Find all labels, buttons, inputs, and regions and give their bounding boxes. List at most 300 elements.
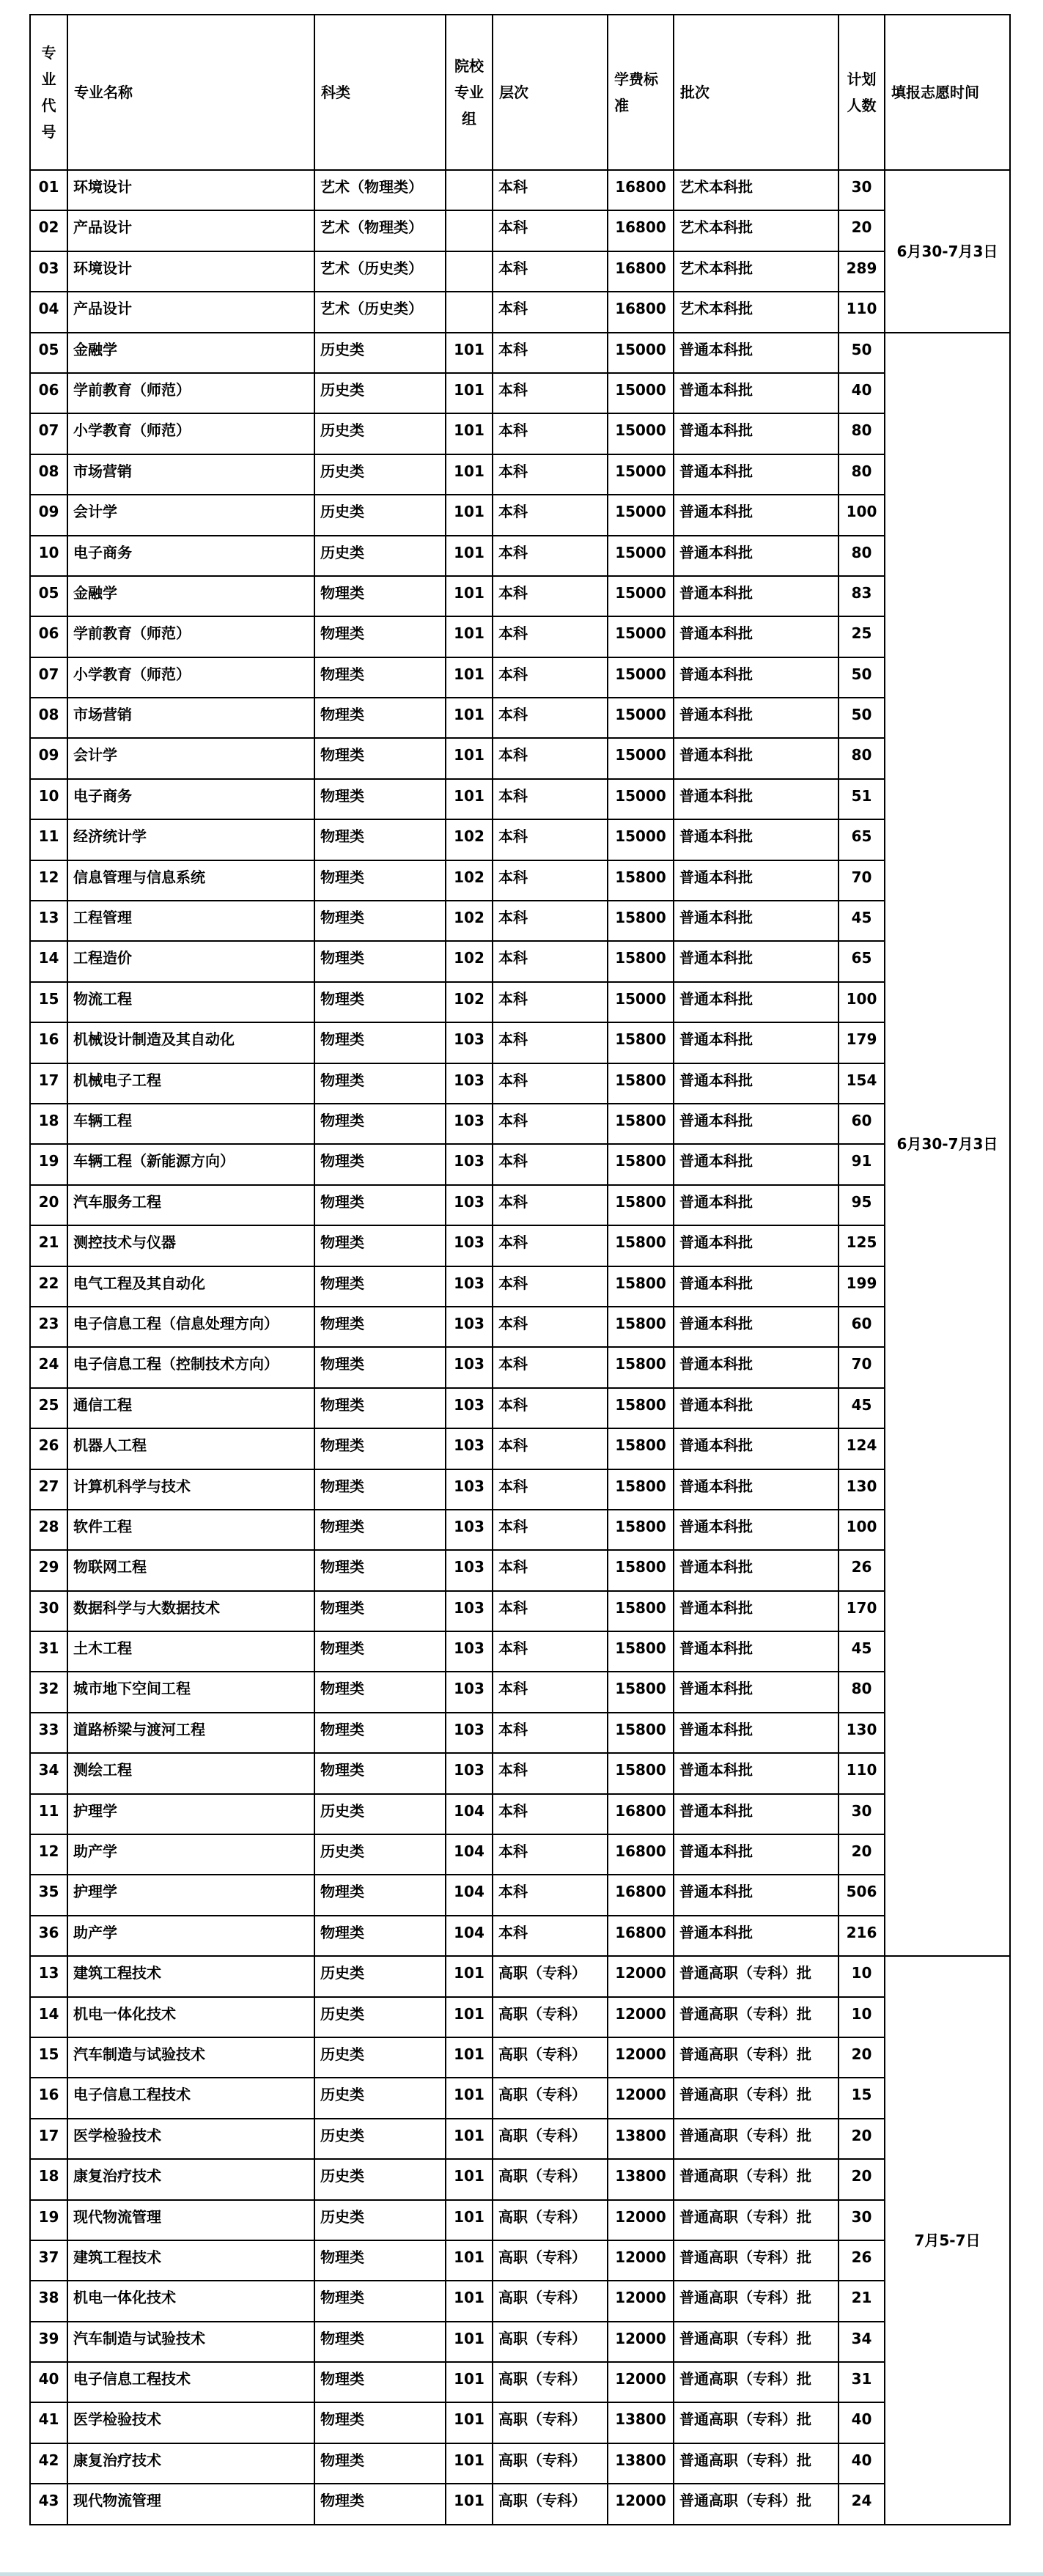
cell-tuition: 12000 xyxy=(608,2240,674,2281)
cell-level: 本科 xyxy=(493,170,608,210)
cell-major-name: 助产学 xyxy=(67,1834,314,1875)
cell-major-name: 会计学 xyxy=(67,738,314,778)
cell-quota: 80 xyxy=(839,536,885,576)
cell-quota: 45 xyxy=(839,901,885,941)
cell-major-name: 机械电子工程 xyxy=(67,1063,314,1104)
cell-category: 艺术（历史类） xyxy=(314,251,446,292)
cell-category: 物理类 xyxy=(314,1063,446,1104)
cell-quota: 80 xyxy=(839,738,885,778)
cell-batch: 普通本科批 xyxy=(674,738,839,778)
cell-quota: 130 xyxy=(839,1713,885,1753)
cell-category: 历史类 xyxy=(314,2200,446,2240)
cell-batch: 普通本科批 xyxy=(674,616,839,657)
table-row xyxy=(30,616,1010,657)
cell-level: 本科 xyxy=(493,1591,608,1631)
table-row xyxy=(30,576,1010,616)
cell-major-name: 车辆工程 xyxy=(67,1104,314,1144)
cell-level: 高职（专科） xyxy=(493,2402,608,2443)
cell-quota: 40 xyxy=(839,2443,885,2484)
cell-school-group: 101 xyxy=(446,2322,493,2362)
cell-school-group: 101 xyxy=(446,333,493,373)
cell-major-name: 机器人工程 xyxy=(67,1428,314,1469)
table-row xyxy=(30,251,1010,292)
cell-major-code: 26 xyxy=(30,1428,67,1469)
cell-category: 物理类 xyxy=(314,1510,446,1550)
cell-category: 物理类 xyxy=(314,819,446,860)
cell-category: 物理类 xyxy=(314,2322,446,2362)
cell-quota: 20 xyxy=(839,1834,885,1875)
cell-school-group: 101 xyxy=(446,2200,493,2240)
cell-level: 本科 xyxy=(493,1713,608,1753)
cell-batch: 普通高职（专科）批 xyxy=(674,2037,839,2078)
table-row xyxy=(30,1063,1010,1104)
cell-level: 本科 xyxy=(493,1266,608,1307)
cell-major-name: 小学教育（师范） xyxy=(67,657,314,698)
table-row xyxy=(30,1550,1010,1590)
cell-category: 历史类 xyxy=(314,373,446,413)
cell-tuition: 15800 xyxy=(608,1225,674,1266)
cell-batch: 普通高职（专科）批 xyxy=(674,1997,839,2037)
cell-major-code: 34 xyxy=(30,1753,67,1793)
cell-batch: 艺术本科批 xyxy=(674,292,839,332)
table-row xyxy=(30,860,1010,901)
cell-quota: 25 xyxy=(839,616,885,657)
cell-tuition: 15800 xyxy=(608,1591,674,1631)
cell-major-code: 13 xyxy=(30,901,67,941)
cell-tuition: 15800 xyxy=(608,1307,674,1347)
cell-school-group: 104 xyxy=(446,1794,493,1834)
cell-quota: 80 xyxy=(839,454,885,495)
cell-quota: 130 xyxy=(839,1469,885,1510)
cell-major-code: 35 xyxy=(30,1875,67,1915)
header-category: 科类 xyxy=(314,15,446,170)
cell-major-name: 测控技术与仪器 xyxy=(67,1225,314,1266)
cell-category: 物理类 xyxy=(314,2484,446,2524)
cell-level: 高职（专科） xyxy=(493,2240,608,2281)
cell-school-group: 103 xyxy=(446,1591,493,1631)
cell-major-name: 电子信息工程（信息处理方向） xyxy=(67,1307,314,1347)
cell-quota: 45 xyxy=(839,1631,885,1672)
cell-school-group: 101 xyxy=(446,413,493,454)
table-row xyxy=(30,1753,1010,1793)
cell-school-group: 103 xyxy=(446,1713,493,1753)
cell-level: 高职（专科） xyxy=(493,2159,608,2199)
cell-quota: 30 xyxy=(839,1794,885,1834)
table-row xyxy=(30,657,1010,698)
cell-quota: 31 xyxy=(839,2362,885,2402)
cell-level: 本科 xyxy=(493,1347,608,1387)
cell-major-code: 24 xyxy=(30,1347,67,1387)
cell-batch: 普通本科批 xyxy=(674,1185,839,1225)
table-row xyxy=(30,2484,1010,2524)
cell-batch: 普通本科批 xyxy=(674,536,839,576)
table-row xyxy=(30,1388,1010,1428)
cell-quota: 15 xyxy=(839,2078,885,2118)
cell-quota: 26 xyxy=(839,2240,885,2281)
cell-major-name: 物联网工程 xyxy=(67,1550,314,1590)
cell-quota: 20 xyxy=(839,2037,885,2078)
cell-category: 物理类 xyxy=(314,779,446,819)
table-row xyxy=(30,819,1010,860)
cell-major-code: 41 xyxy=(30,2402,67,2443)
cell-level: 本科 xyxy=(493,333,608,373)
cell-school-group: 103 xyxy=(446,1022,493,1063)
cell-school-group: 101 xyxy=(446,738,493,778)
table-row xyxy=(30,2322,1010,2362)
table-row xyxy=(30,1104,1010,1144)
cell-batch: 普通本科批 xyxy=(674,1225,839,1266)
cell-tuition: 15800 xyxy=(608,1185,674,1225)
cell-school-group: 102 xyxy=(446,901,493,941)
cell-quota: 30 xyxy=(839,2200,885,2240)
cell-school-group: 102 xyxy=(446,860,493,901)
cell-level: 本科 xyxy=(493,1753,608,1793)
cell-batch: 普通高职（专科）批 xyxy=(674,2484,839,2524)
cell-category: 历史类 xyxy=(314,333,446,373)
table-row xyxy=(30,1997,1010,2037)
cell-major-name: 道路桥梁与渡河工程 xyxy=(67,1713,314,1753)
table-row xyxy=(30,1713,1010,1753)
cell-school-group: 101 xyxy=(446,2402,493,2443)
cell-category: 物理类 xyxy=(314,1469,446,1510)
cell-category: 历史类 xyxy=(314,2159,446,2199)
cell-school-group: 103 xyxy=(446,1631,493,1672)
cell-major-name: 市场营销 xyxy=(67,454,314,495)
header-school-group: 院校专业组 xyxy=(446,15,493,170)
cell-major-code: 20 xyxy=(30,1185,67,1225)
cell-quota: 154 xyxy=(839,1063,885,1104)
cell-quota: 110 xyxy=(839,1753,885,1793)
cell-quota: 80 xyxy=(839,413,885,454)
cell-major-name: 电子商务 xyxy=(67,536,314,576)
cell-major-code: 39 xyxy=(30,2322,67,2362)
cell-major-name: 现代物流管理 xyxy=(67,2200,314,2240)
cell-tuition: 15000 xyxy=(608,576,674,616)
cell-school-group: 101 xyxy=(446,2119,493,2159)
cell-tuition: 15000 xyxy=(608,333,674,373)
cell-batch: 普通本科批 xyxy=(674,1672,839,1712)
cell-major-code: 05 xyxy=(30,576,67,616)
cell-school-group: 101 xyxy=(446,373,493,413)
table-row xyxy=(30,901,1010,941)
cell-major-name: 电气工程及其自动化 xyxy=(67,1266,314,1307)
cell-major-code: 19 xyxy=(30,2200,67,2240)
cell-school-group: 103 xyxy=(446,1510,493,1550)
cell-level: 本科 xyxy=(493,941,608,981)
cell-category: 物理类 xyxy=(314,901,446,941)
cell-school-group: 101 xyxy=(446,1956,493,1996)
cell-major-code: 02 xyxy=(30,210,67,251)
cell-school-group: 101 xyxy=(446,779,493,819)
header-application-time: 填报志愿时间 xyxy=(885,15,1010,170)
cell-school-group: 103 xyxy=(446,1185,493,1225)
cell-batch: 普通本科批 xyxy=(674,1266,839,1307)
cell-tuition: 15800 xyxy=(608,1104,674,1144)
cell-quota: 60 xyxy=(839,1307,885,1347)
cell-level: 本科 xyxy=(493,1185,608,1225)
table-row xyxy=(30,1591,1010,1631)
cell-school-group: 101 xyxy=(446,2443,493,2484)
cell-tuition: 15000 xyxy=(608,495,674,535)
table-row xyxy=(30,1510,1010,1550)
table-row xyxy=(30,333,1010,373)
cell-major-name: 建筑工程技术 xyxy=(67,2240,314,2281)
table-row xyxy=(30,1916,1010,1956)
cell-level: 高职（专科） xyxy=(493,2200,608,2240)
table-row xyxy=(30,2240,1010,2281)
cell-major-name: 计算机科学与技术 xyxy=(67,1469,314,1510)
cell-level: 本科 xyxy=(493,1307,608,1347)
cell-major-name: 信息管理与信息系统 xyxy=(67,860,314,901)
cell-tuition: 12000 xyxy=(608,2484,674,2524)
table-row xyxy=(30,941,1010,981)
cell-category: 物理类 xyxy=(314,941,446,981)
cell-batch: 普通本科批 xyxy=(674,1510,839,1550)
cell-category: 历史类 xyxy=(314,1997,446,2037)
cell-category: 物理类 xyxy=(314,1672,446,1712)
cell-tuition: 15000 xyxy=(608,657,674,698)
cell-school-group xyxy=(446,292,493,332)
cell-tuition: 15800 xyxy=(608,1631,674,1672)
cell-major-code: 14 xyxy=(30,1997,67,2037)
cell-quota: 65 xyxy=(839,941,885,981)
cell-major-name: 医学检验技术 xyxy=(67,2402,314,2443)
cell-batch: 普通本科批 xyxy=(674,819,839,860)
cell-major-name: 产品设计 xyxy=(67,210,314,251)
cell-level: 本科 xyxy=(493,1063,608,1104)
cell-major-name: 城市地下空间工程 xyxy=(67,1672,314,1712)
cell-school-group: 101 xyxy=(446,2240,493,2281)
table-row xyxy=(30,2200,1010,2240)
cell-category: 历史类 xyxy=(314,2078,446,2118)
cell-level: 高职（专科） xyxy=(493,2281,608,2321)
cell-school-group: 101 xyxy=(446,536,493,576)
cell-batch: 普通本科批 xyxy=(674,1631,839,1672)
cell-batch: 普通本科批 xyxy=(674,333,839,373)
cell-category: 历史类 xyxy=(314,2037,446,2078)
cell-quota: 65 xyxy=(839,819,885,860)
cell-batch: 普通本科批 xyxy=(674,1388,839,1428)
cell-quota: 91 xyxy=(839,1144,885,1184)
cell-major-code: 08 xyxy=(30,454,67,495)
cell-batch: 普通本科批 xyxy=(674,1104,839,1144)
cell-school-group: 103 xyxy=(446,1266,493,1307)
cell-school-group: 101 xyxy=(446,2281,493,2321)
cell-batch: 普通本科批 xyxy=(674,1063,839,1104)
cell-major-name: 通信工程 xyxy=(67,1388,314,1428)
cell-quota: 170 xyxy=(839,1591,885,1631)
table-row xyxy=(30,210,1010,251)
cell-level: 本科 xyxy=(493,738,608,778)
cell-category: 物理类 xyxy=(314,1388,446,1428)
cell-tuition: 13800 xyxy=(608,2443,674,2484)
cell-major-code: 05 xyxy=(30,333,67,373)
cell-major-code: 08 xyxy=(30,698,67,738)
cell-batch: 普通本科批 xyxy=(674,1469,839,1510)
cell-major-name: 产品设计 xyxy=(67,292,314,332)
cell-batch: 普通高职（专科）批 xyxy=(674,2443,839,2484)
cell-major-code: 29 xyxy=(30,1550,67,1590)
cell-level: 本科 xyxy=(493,901,608,941)
cell-major-name: 工程造价 xyxy=(67,941,314,981)
cell-category: 物理类 xyxy=(314,2443,446,2484)
cell-category: 物理类 xyxy=(314,982,446,1022)
cell-school-group: 101 xyxy=(446,2078,493,2118)
cell-category: 历史类 xyxy=(314,413,446,454)
cell-school-group xyxy=(446,251,493,292)
cell-major-name: 机电一体化技术 xyxy=(67,1997,314,2037)
table-row xyxy=(30,1347,1010,1387)
cell-quota: 50 xyxy=(839,333,885,373)
cell-quota: 10 xyxy=(839,1997,885,2037)
header-major-code: 专业代号 xyxy=(30,15,67,170)
cell-major-code: 17 xyxy=(30,2119,67,2159)
table-row xyxy=(30,698,1010,738)
cell-major-name: 康复治疗技术 xyxy=(67,2443,314,2484)
cell-level: 本科 xyxy=(493,373,608,413)
cell-level: 高职（专科） xyxy=(493,2362,608,2402)
cell-level: 高职（专科） xyxy=(493,1997,608,2037)
cell-batch: 普通本科批 xyxy=(674,1144,839,1184)
cell-category: 物理类 xyxy=(314,1347,446,1387)
cell-tuition: 15800 xyxy=(608,1469,674,1510)
cell-major-name: 金融学 xyxy=(67,576,314,616)
cell-category: 历史类 xyxy=(314,1834,446,1875)
cell-tuition: 16800 xyxy=(608,251,674,292)
cell-school-group: 103 xyxy=(446,1104,493,1144)
cell-tuition: 12000 xyxy=(608,2281,674,2321)
cell-major-name: 环境设计 xyxy=(67,170,314,210)
cell-major-code: 25 xyxy=(30,1388,67,1428)
cell-category: 历史类 xyxy=(314,495,446,535)
cell-school-group: 101 xyxy=(446,454,493,495)
cell-tuition: 15800 xyxy=(608,1713,674,1753)
cell-school-group: 101 xyxy=(446,2037,493,2078)
cell-major-code: 01 xyxy=(30,170,67,210)
cell-batch: 普通本科批 xyxy=(674,1347,839,1387)
cell-batch: 普通本科批 xyxy=(674,454,839,495)
cell-quota: 199 xyxy=(839,1266,885,1307)
cell-batch: 普通本科批 xyxy=(674,1753,839,1793)
cell-tuition: 15800 xyxy=(608,1388,674,1428)
cell-major-name: 机电一体化技术 xyxy=(67,2281,314,2321)
cell-tuition: 15000 xyxy=(608,698,674,738)
enrollment-plan-table xyxy=(29,14,1011,2525)
cell-quota: 95 xyxy=(839,1185,885,1225)
cell-batch: 普通本科批 xyxy=(674,779,839,819)
cell-level: 本科 xyxy=(493,779,608,819)
cell-batch: 普通本科批 xyxy=(674,373,839,413)
cell-quota: 50 xyxy=(839,698,885,738)
cell-tuition: 15000 xyxy=(608,413,674,454)
cell-category: 历史类 xyxy=(314,1956,446,1996)
table-row xyxy=(30,1225,1010,1266)
cell-level: 高职（专科） xyxy=(493,2443,608,2484)
cell-batch: 普通高职（专科）批 xyxy=(674,2281,839,2321)
cell-category: 物理类 xyxy=(314,2362,446,2402)
cell-major-code: 11 xyxy=(30,819,67,860)
cell-major-name: 经济统计学 xyxy=(67,819,314,860)
table-row xyxy=(30,2362,1010,2402)
cell-level: 本科 xyxy=(493,1104,608,1144)
table-row xyxy=(30,1956,1010,1996)
cell-major-name: 金融学 xyxy=(67,333,314,373)
cell-category: 物理类 xyxy=(314,1591,446,1631)
cell-major-code: 37 xyxy=(30,2240,67,2281)
cell-batch: 艺术本科批 xyxy=(674,251,839,292)
cell-school-group: 102 xyxy=(446,819,493,860)
cell-category: 物理类 xyxy=(314,1550,446,1590)
cell-category: 艺术（物理类） xyxy=(314,210,446,251)
cell-quota: 51 xyxy=(839,779,885,819)
cell-level: 本科 xyxy=(493,1834,608,1875)
cell-major-name: 市场营销 xyxy=(67,698,314,738)
cell-level: 本科 xyxy=(493,1875,608,1915)
cell-tuition: 13800 xyxy=(608,2402,674,2443)
cell-tuition: 15800 xyxy=(608,1753,674,1793)
cell-tuition: 15000 xyxy=(608,982,674,1022)
cell-major-name: 电子信息工程（控制技术方向） xyxy=(67,1347,314,1387)
cell-major-code: 04 xyxy=(30,292,67,332)
cell-batch: 普通本科批 xyxy=(674,1428,839,1469)
cell-tuition: 16800 xyxy=(608,1916,674,1956)
cell-tuition: 12000 xyxy=(608,2362,674,2402)
cell-tuition: 15000 xyxy=(608,819,674,860)
cell-category: 艺术（历史类） xyxy=(314,292,446,332)
cell-level: 本科 xyxy=(493,454,608,495)
cell-school-group: 102 xyxy=(446,941,493,981)
cell-major-code: 33 xyxy=(30,1713,67,1753)
cell-tuition: 15000 xyxy=(608,454,674,495)
cell-category: 物理类 xyxy=(314,738,446,778)
cell-major-name: 汽车制造与试验技术 xyxy=(67,2322,314,2362)
cell-major-code: 16 xyxy=(30,1022,67,1063)
cell-category: 物理类 xyxy=(314,1916,446,1956)
cell-major-code: 18 xyxy=(30,2159,67,2199)
cell-quota: 40 xyxy=(839,373,885,413)
cell-tuition: 15000 xyxy=(608,373,674,413)
cell-tuition: 15800 xyxy=(608,1022,674,1063)
cell-school-group: 101 xyxy=(446,2159,493,2199)
cell-category: 物理类 xyxy=(314,1428,446,1469)
cell-tuition: 15800 xyxy=(608,941,674,981)
table-body xyxy=(30,170,1010,2525)
cell-tuition: 16800 xyxy=(608,210,674,251)
cell-major-code: 27 xyxy=(30,1469,67,1510)
cell-tuition: 12000 xyxy=(608,2200,674,2240)
cell-major-name: 电子信息工程技术 xyxy=(67,2078,314,2118)
cell-major-name: 医学检验技术 xyxy=(67,2119,314,2159)
cell-major-code: 13 xyxy=(30,1956,67,1996)
cell-major-code: 09 xyxy=(30,495,67,535)
cell-level: 本科 xyxy=(493,536,608,576)
cell-school-group: 103 xyxy=(446,1672,493,1712)
cell-level: 本科 xyxy=(493,1388,608,1428)
cell-tuition: 15000 xyxy=(608,536,674,576)
cell-school-group: 103 xyxy=(446,1388,493,1428)
cell-school-group: 101 xyxy=(446,698,493,738)
cell-major-name: 数据科学与大数据技术 xyxy=(67,1591,314,1631)
cell-major-name: 会计学 xyxy=(67,495,314,535)
cell-major-name: 工程管理 xyxy=(67,901,314,941)
cell-level: 本科 xyxy=(493,1469,608,1510)
cell-major-code: 10 xyxy=(30,779,67,819)
cell-school-group: 101 xyxy=(446,2484,493,2524)
cell-tuition: 15800 xyxy=(608,1672,674,1712)
cell-school-group: 103 xyxy=(446,1753,493,1793)
cell-category: 物理类 xyxy=(314,1631,446,1672)
cell-major-code: 12 xyxy=(30,1834,67,1875)
